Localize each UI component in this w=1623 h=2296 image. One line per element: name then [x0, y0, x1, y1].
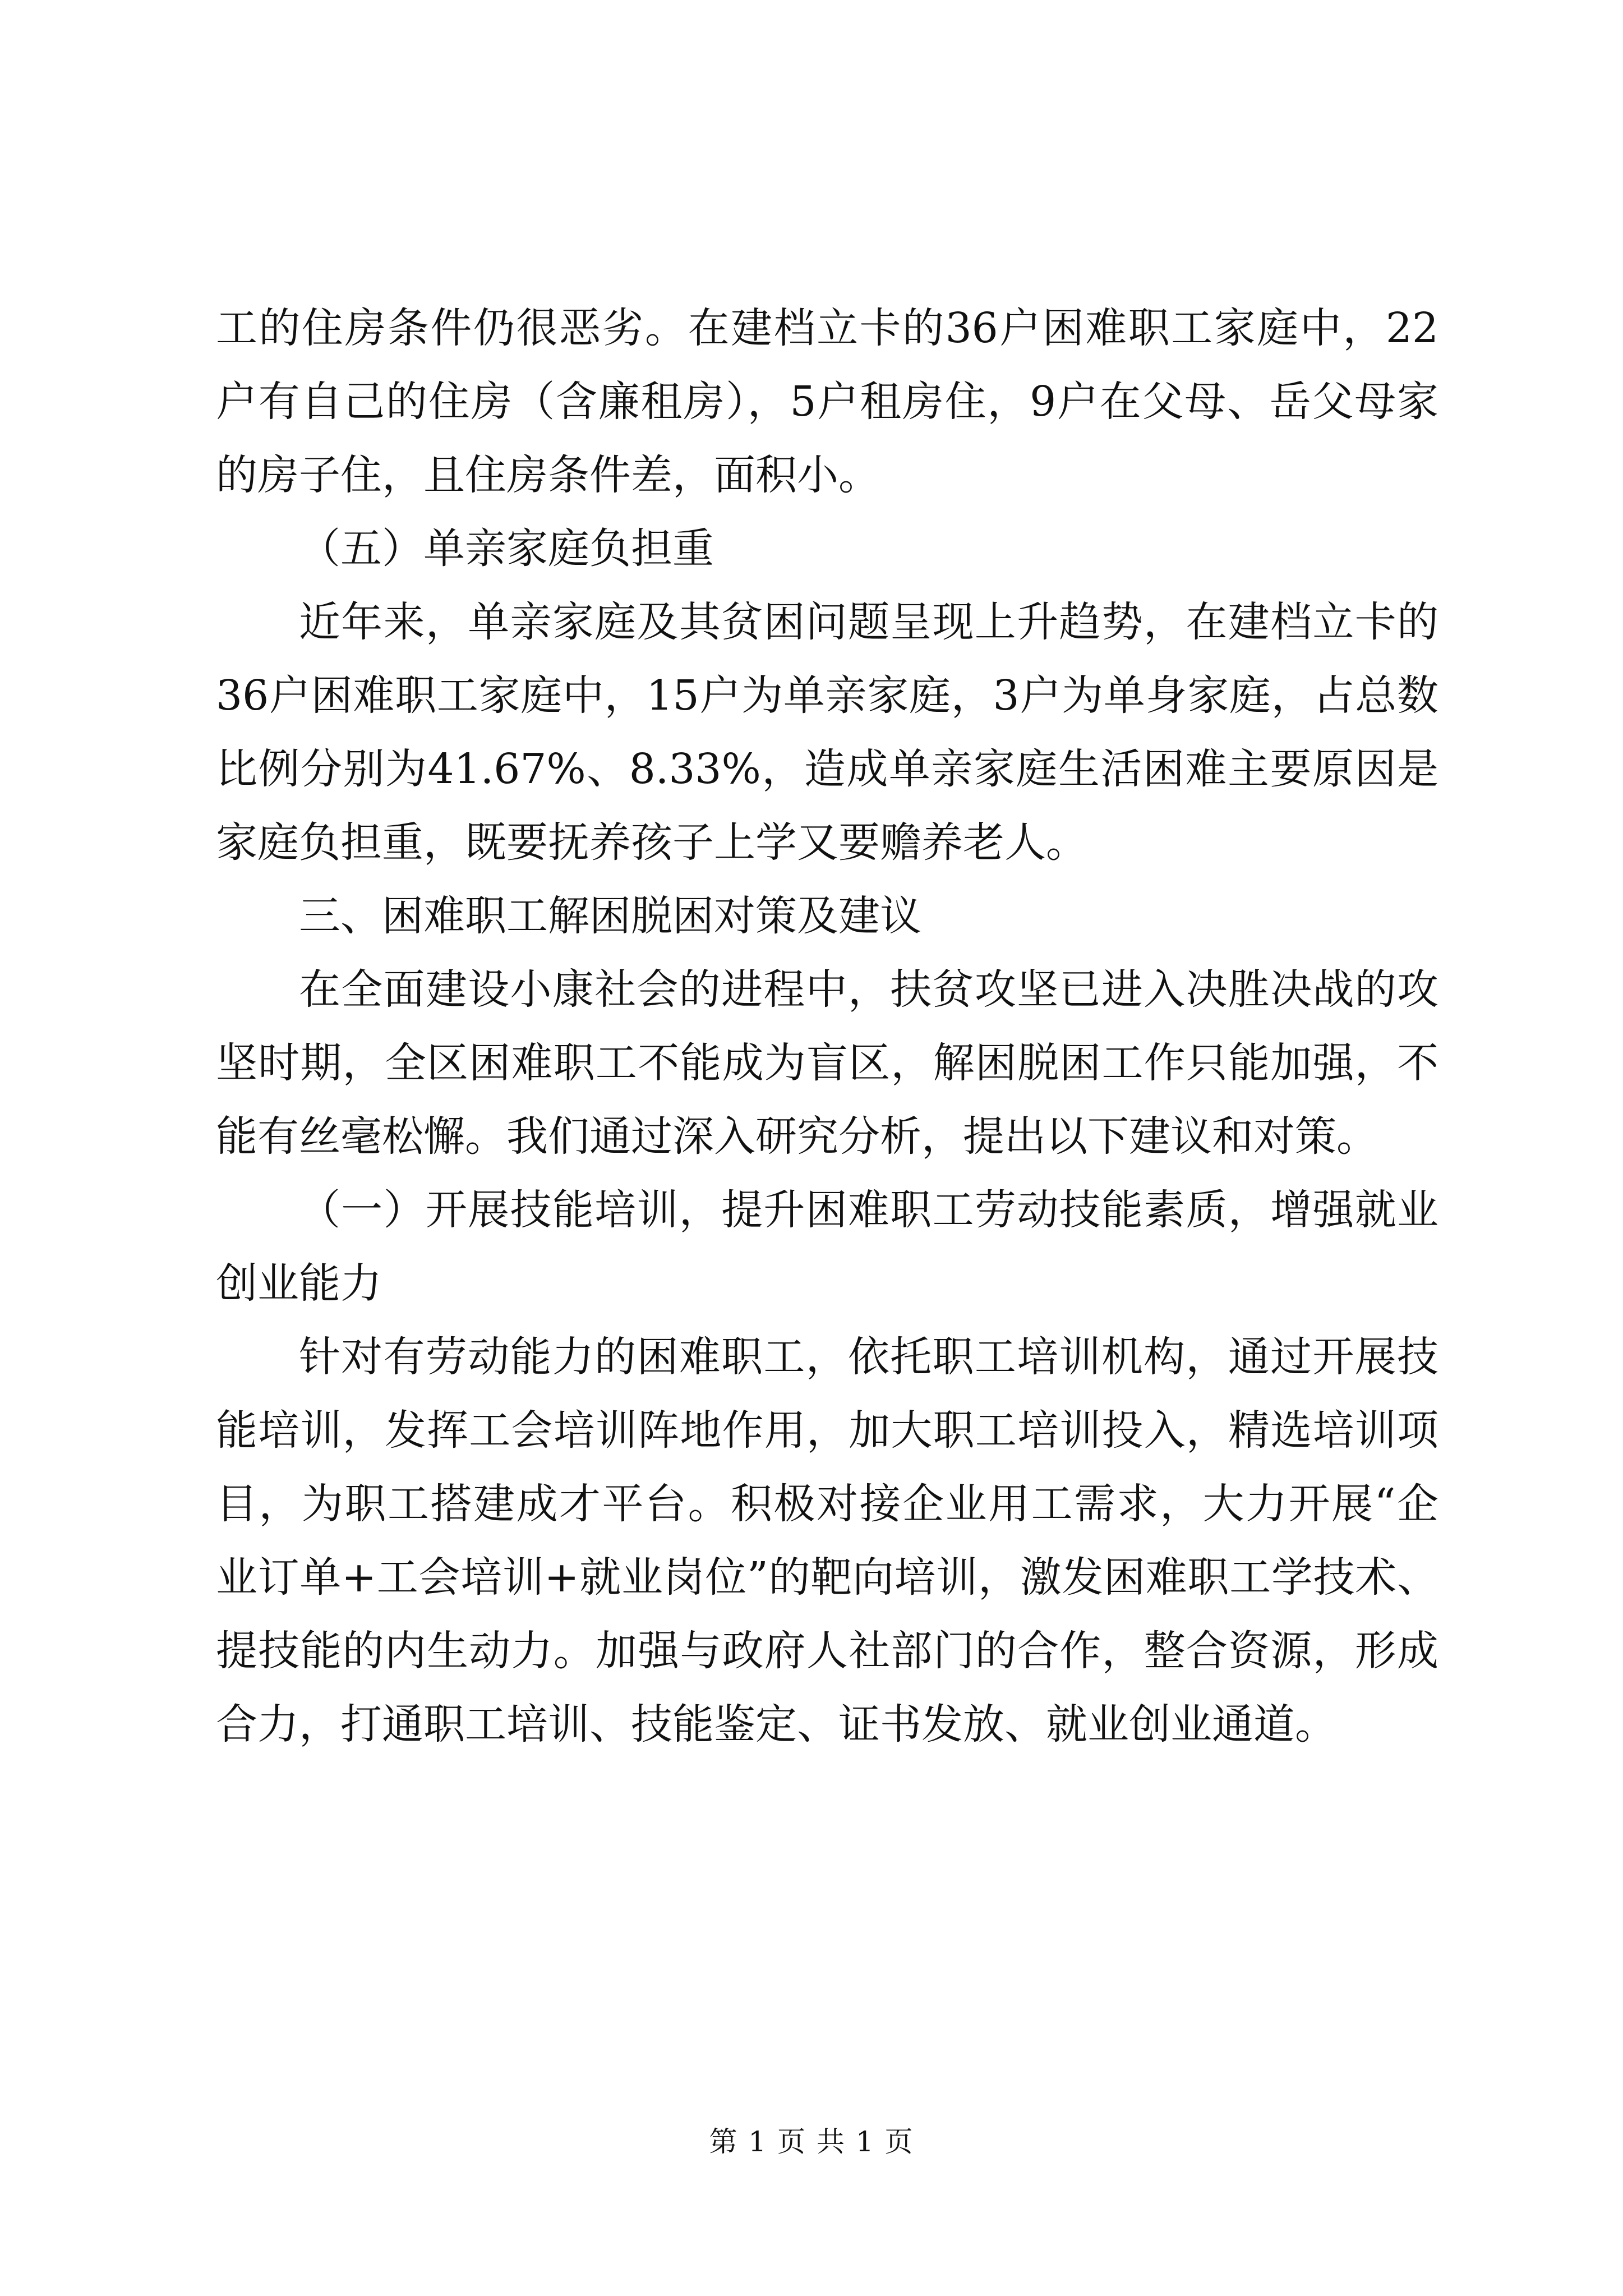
heading-section-three: 三、困难职工解困脱困对策及建议: [299, 892, 921, 940]
paragraph-skills-training: 针对有劳动能力的困难职工，依托职工培训机构，通过开展技能培训，发挥工会培训阵地作用，加大职工培训投入，精选培训项目，为职工搭建成才平台。积极对接企业用工需求，大力开展“企业订单+工会培训+就业岗位”的靶向培训，激发困难职工学技术、提技能的内生动力。加强与政府人社部门的合作，整合资源，形成合力，打通职工培训、技能鉴定、证书发放、就业创业通道。: [216, 1333, 1438, 1749]
paragraph-single-parent-families: 近年来，单亲家庭及其贫困问题呈现上升趋势，在建档立卡的36户困难职工家庭中，15户为单亲家庭，3户为单身家庭，占总数比例分别为41.67%、8.33%，造成单亲家庭生活困难主要原因是家庭负担重，既要抚养孩子上学又要赡养老人。: [216, 598, 1438, 867]
page-footer: 第 1 页 共 1 页: [709, 2125, 914, 2158]
paragraph-housing-conditions: 工的住房条件仍很恶劣。在建档立卡的36户困难职工家庭中，22户有自己的住房（含廉租房），5户租房住，9户在父母、岳父母家的房子住，且住房条件差，面积小。: [216, 304, 1438, 499]
paragraph-poverty-alleviation: 在全面建设小康社会的进程中，扶贫攻坚已进入决胜决战的攻坚时期，全区困难职工不能成为盲区，解困脱困工作只能加强，不能有丝毫松懈。我们通过深入研究分析，提出以下建议和对策。: [216, 965, 1438, 1161]
heading-single-parent-burden: （五）单亲家庭负担重: [299, 524, 714, 573]
heading-skills-training: （一）开展技能培训，提升困难职工劳动技能素质，增强就业创业能力: [216, 1186, 1438, 1308]
document-body: [216, 292, 1438, 1761]
